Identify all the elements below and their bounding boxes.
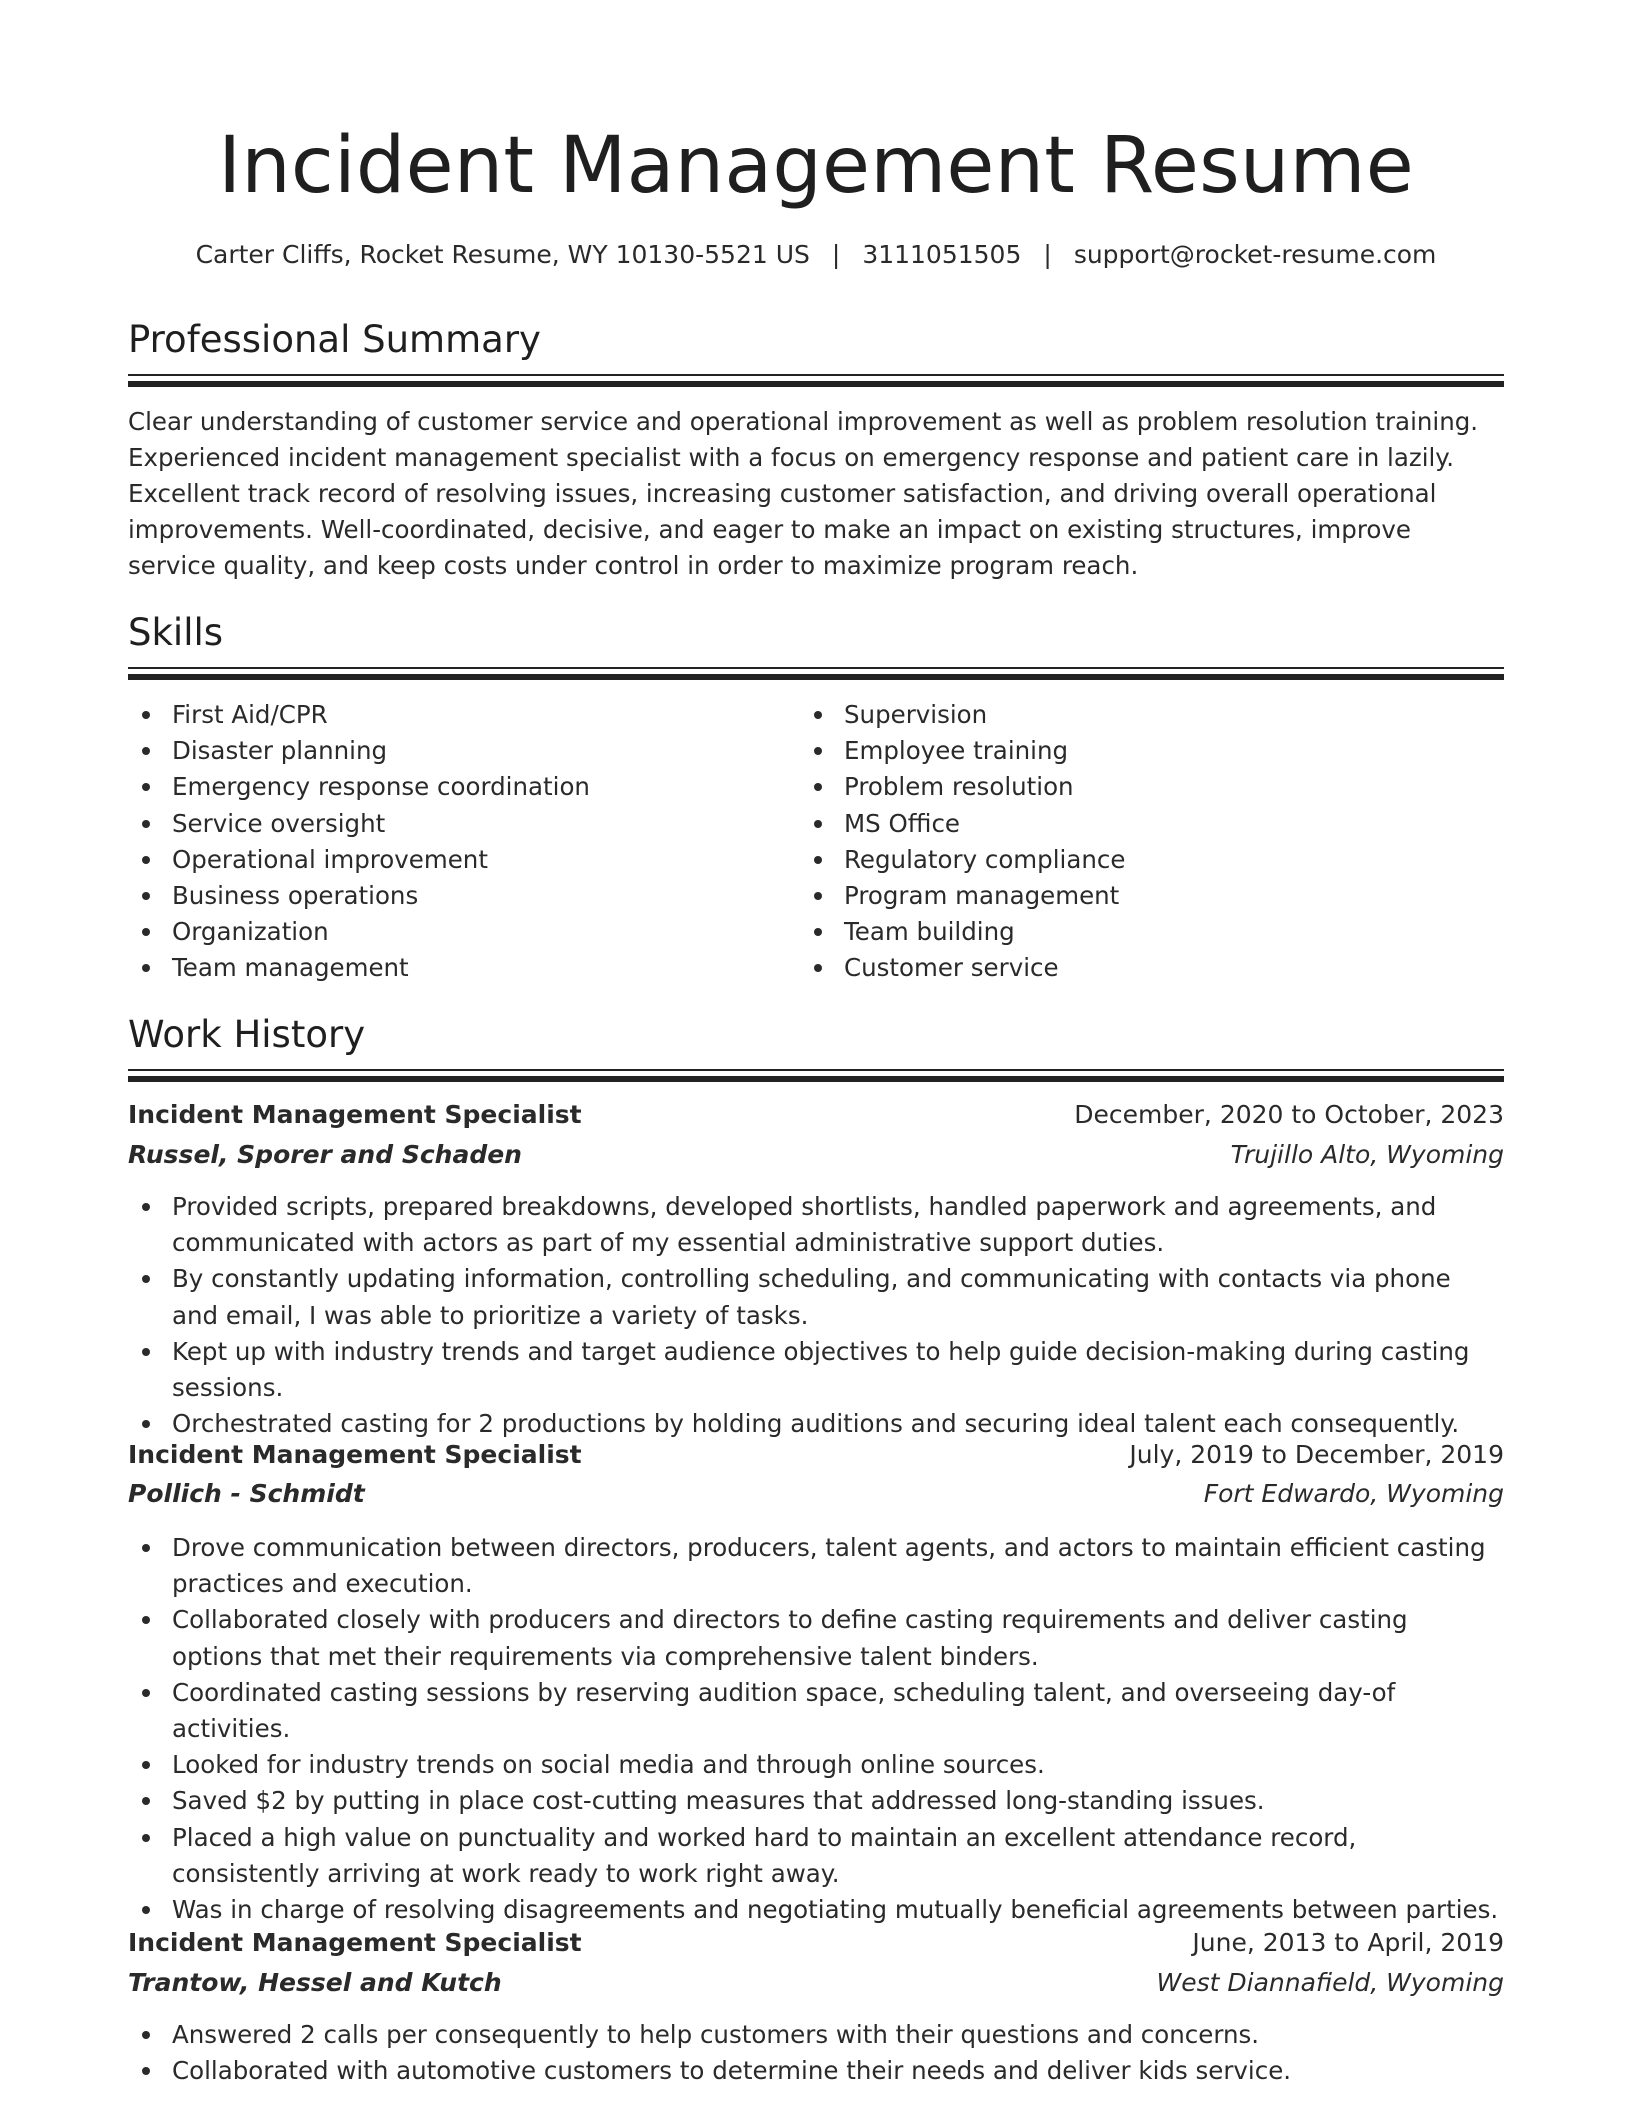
skill-item: Employee training bbox=[800, 733, 1440, 769]
skill-item: Team management bbox=[128, 950, 768, 986]
work-section-heading bbox=[128, 1013, 1504, 1057]
job-dates: July, 2019 to December, 2019 bbox=[1129, 1440, 1504, 1469]
skill-item: MS Office bbox=[800, 806, 1440, 842]
skill-item: Emergency response coordination bbox=[128, 769, 768, 805]
job-location: Fort Edwardo, Wyoming bbox=[1203, 1479, 1504, 1508]
skill-item: Program management bbox=[800, 878, 1440, 914]
job-subheader bbox=[128, 1965, 1504, 2001]
contact-address: Carter Cliffs, Rocket Resume, WY 10130-5521 US bbox=[195, 240, 810, 269]
job-bullet: Answered 2 calls per consequently to help customers with their questions and concerns. bbox=[128, 2017, 1504, 2053]
contact-line bbox=[0, 240, 1632, 270]
work-divider bbox=[128, 1069, 1504, 1082]
work-heading: Work History bbox=[128, 1013, 366, 1056]
contact-phone: 3111051505 bbox=[862, 240, 1022, 269]
job-title: Incident Management Specialist bbox=[128, 1440, 582, 1469]
job-bullet: Looked for industry trends on social media and through online sources. bbox=[128, 1747, 1504, 1783]
job-bullet: Placed a high value on punctuality and worked hard to maintain an excellent attendance record, consistently arriving at work ready to work right away. bbox=[128, 1820, 1504, 1892]
job-bullet: Was in charge of resolving disagreements and negotiating mutually beneficial agreements between parties. bbox=[128, 1892, 1504, 1928]
skill-item: Operational improvement bbox=[128, 842, 768, 878]
job-bullet: Orchestrated casting for 2 productions by holding auditions and securing ideal talent each consequently. bbox=[128, 1406, 1504, 1442]
job-header bbox=[128, 1925, 1504, 1961]
skills-section-heading bbox=[128, 611, 1504, 655]
job-bullet: By constantly updating information, controlling scheduling, and communicating with contacts via phone and email, I was able to prioritize a variety of tasks. bbox=[128, 1261, 1504, 1333]
skill-item: Organization bbox=[128, 914, 768, 950]
job-bullets bbox=[128, 1189, 1504, 1442]
skill-item: Customer service bbox=[800, 950, 1440, 986]
job-header bbox=[128, 1437, 1504, 1473]
job-bullet: Provided scripts, prepared breakdowns, developed shortlists, handled paperwork and agreements, and communicated with actors as part of my essential administrative support duties. bbox=[128, 1189, 1504, 1261]
summary-section-heading bbox=[128, 318, 1504, 362]
job-subheader bbox=[128, 1476, 1504, 1512]
skill-item: Regulatory compliance bbox=[800, 842, 1440, 878]
skill-item: Team building bbox=[800, 914, 1440, 950]
contact-separator: | bbox=[1043, 240, 1052, 269]
job-company: Russel, Sporer and Schaden bbox=[128, 1140, 522, 1169]
job-dates: June, 2013 to April, 2019 bbox=[1192, 1928, 1504, 1957]
job-title: Incident Management Specialist bbox=[128, 1928, 582, 1957]
job-bullet: Drove communication between directors, producers, talent agents, and actors to maintain efficient casting practices and execution. bbox=[128, 1530, 1504, 1602]
skill-item: First Aid/CPR bbox=[128, 697, 768, 733]
job-title: Incident Management Specialist bbox=[128, 1100, 582, 1129]
resume-title: Incident Management Resume bbox=[218, 121, 1414, 211]
job-bullet: Coordinated casting sessions by reserving audition space, scheduling talent, and overseeing day-of activities. bbox=[128, 1675, 1504, 1747]
job-header bbox=[128, 1097, 1504, 1133]
skill-item: Service oversight bbox=[128, 806, 768, 842]
job-bullets bbox=[128, 1530, 1504, 1928]
job-bullet: Collaborated with automotive customers to determine their needs and deliver kids service. bbox=[128, 2053, 1504, 2089]
skills-left-column bbox=[128, 697, 768, 987]
skill-item: Problem resolution bbox=[800, 769, 1440, 805]
skills-divider bbox=[128, 667, 1504, 680]
job-subheader bbox=[128, 1137, 1504, 1173]
job-location: West Diannafield, Wyoming bbox=[1156, 1968, 1504, 1997]
skills-heading: Skills bbox=[128, 611, 224, 654]
job-company: Trantow, Hessel and Kutch bbox=[128, 1968, 502, 1997]
contact-separator: | bbox=[831, 240, 841, 269]
skills-right-column bbox=[800, 697, 1440, 987]
summary-divider bbox=[128, 374, 1504, 387]
job-location: Trujillo Alto, Wyoming bbox=[1230, 1140, 1504, 1169]
job-bullets bbox=[128, 2017, 1504, 2089]
contact-email[interactable]: support@rocket-resume.com bbox=[1073, 240, 1437, 269]
skill-item: Business operations bbox=[128, 878, 768, 914]
job-bullet: Kept up with industry trends and target audience objectives to help guide decision-making during casting sessions. bbox=[128, 1334, 1504, 1406]
job-dates: December, 2020 to October, 2023 bbox=[1074, 1100, 1504, 1129]
job-bullet: Collaborated closely with producers and directors to define casting requirements and deliver casting options that met their requirements via comprehensive talent binders. bbox=[128, 1602, 1504, 1674]
skill-item: Disaster planning bbox=[128, 733, 768, 769]
job-bullet: Saved $2 by putting in place cost-cutting measures that addressed long-standing issues. bbox=[128, 1783, 1504, 1819]
skill-item: Supervision bbox=[800, 697, 1440, 733]
job-company: Pollich - Schmidt bbox=[128, 1479, 365, 1508]
summary-heading: Professional Summary bbox=[128, 318, 541, 361]
summary-text: Clear understanding of customer service and operational improvement as well as problem resolution training. Experienced incident management specialist with a focus on emergency response and patient care in lazily. Excellent track record of resolving issues, increasing customer satisfaction, and driving overall operational improvements. Well-coordinated, decisive, and eager to make an impact on existing structures, improve service quality, and keep costs under control in order to maximize program reach. bbox=[128, 407, 1479, 580]
